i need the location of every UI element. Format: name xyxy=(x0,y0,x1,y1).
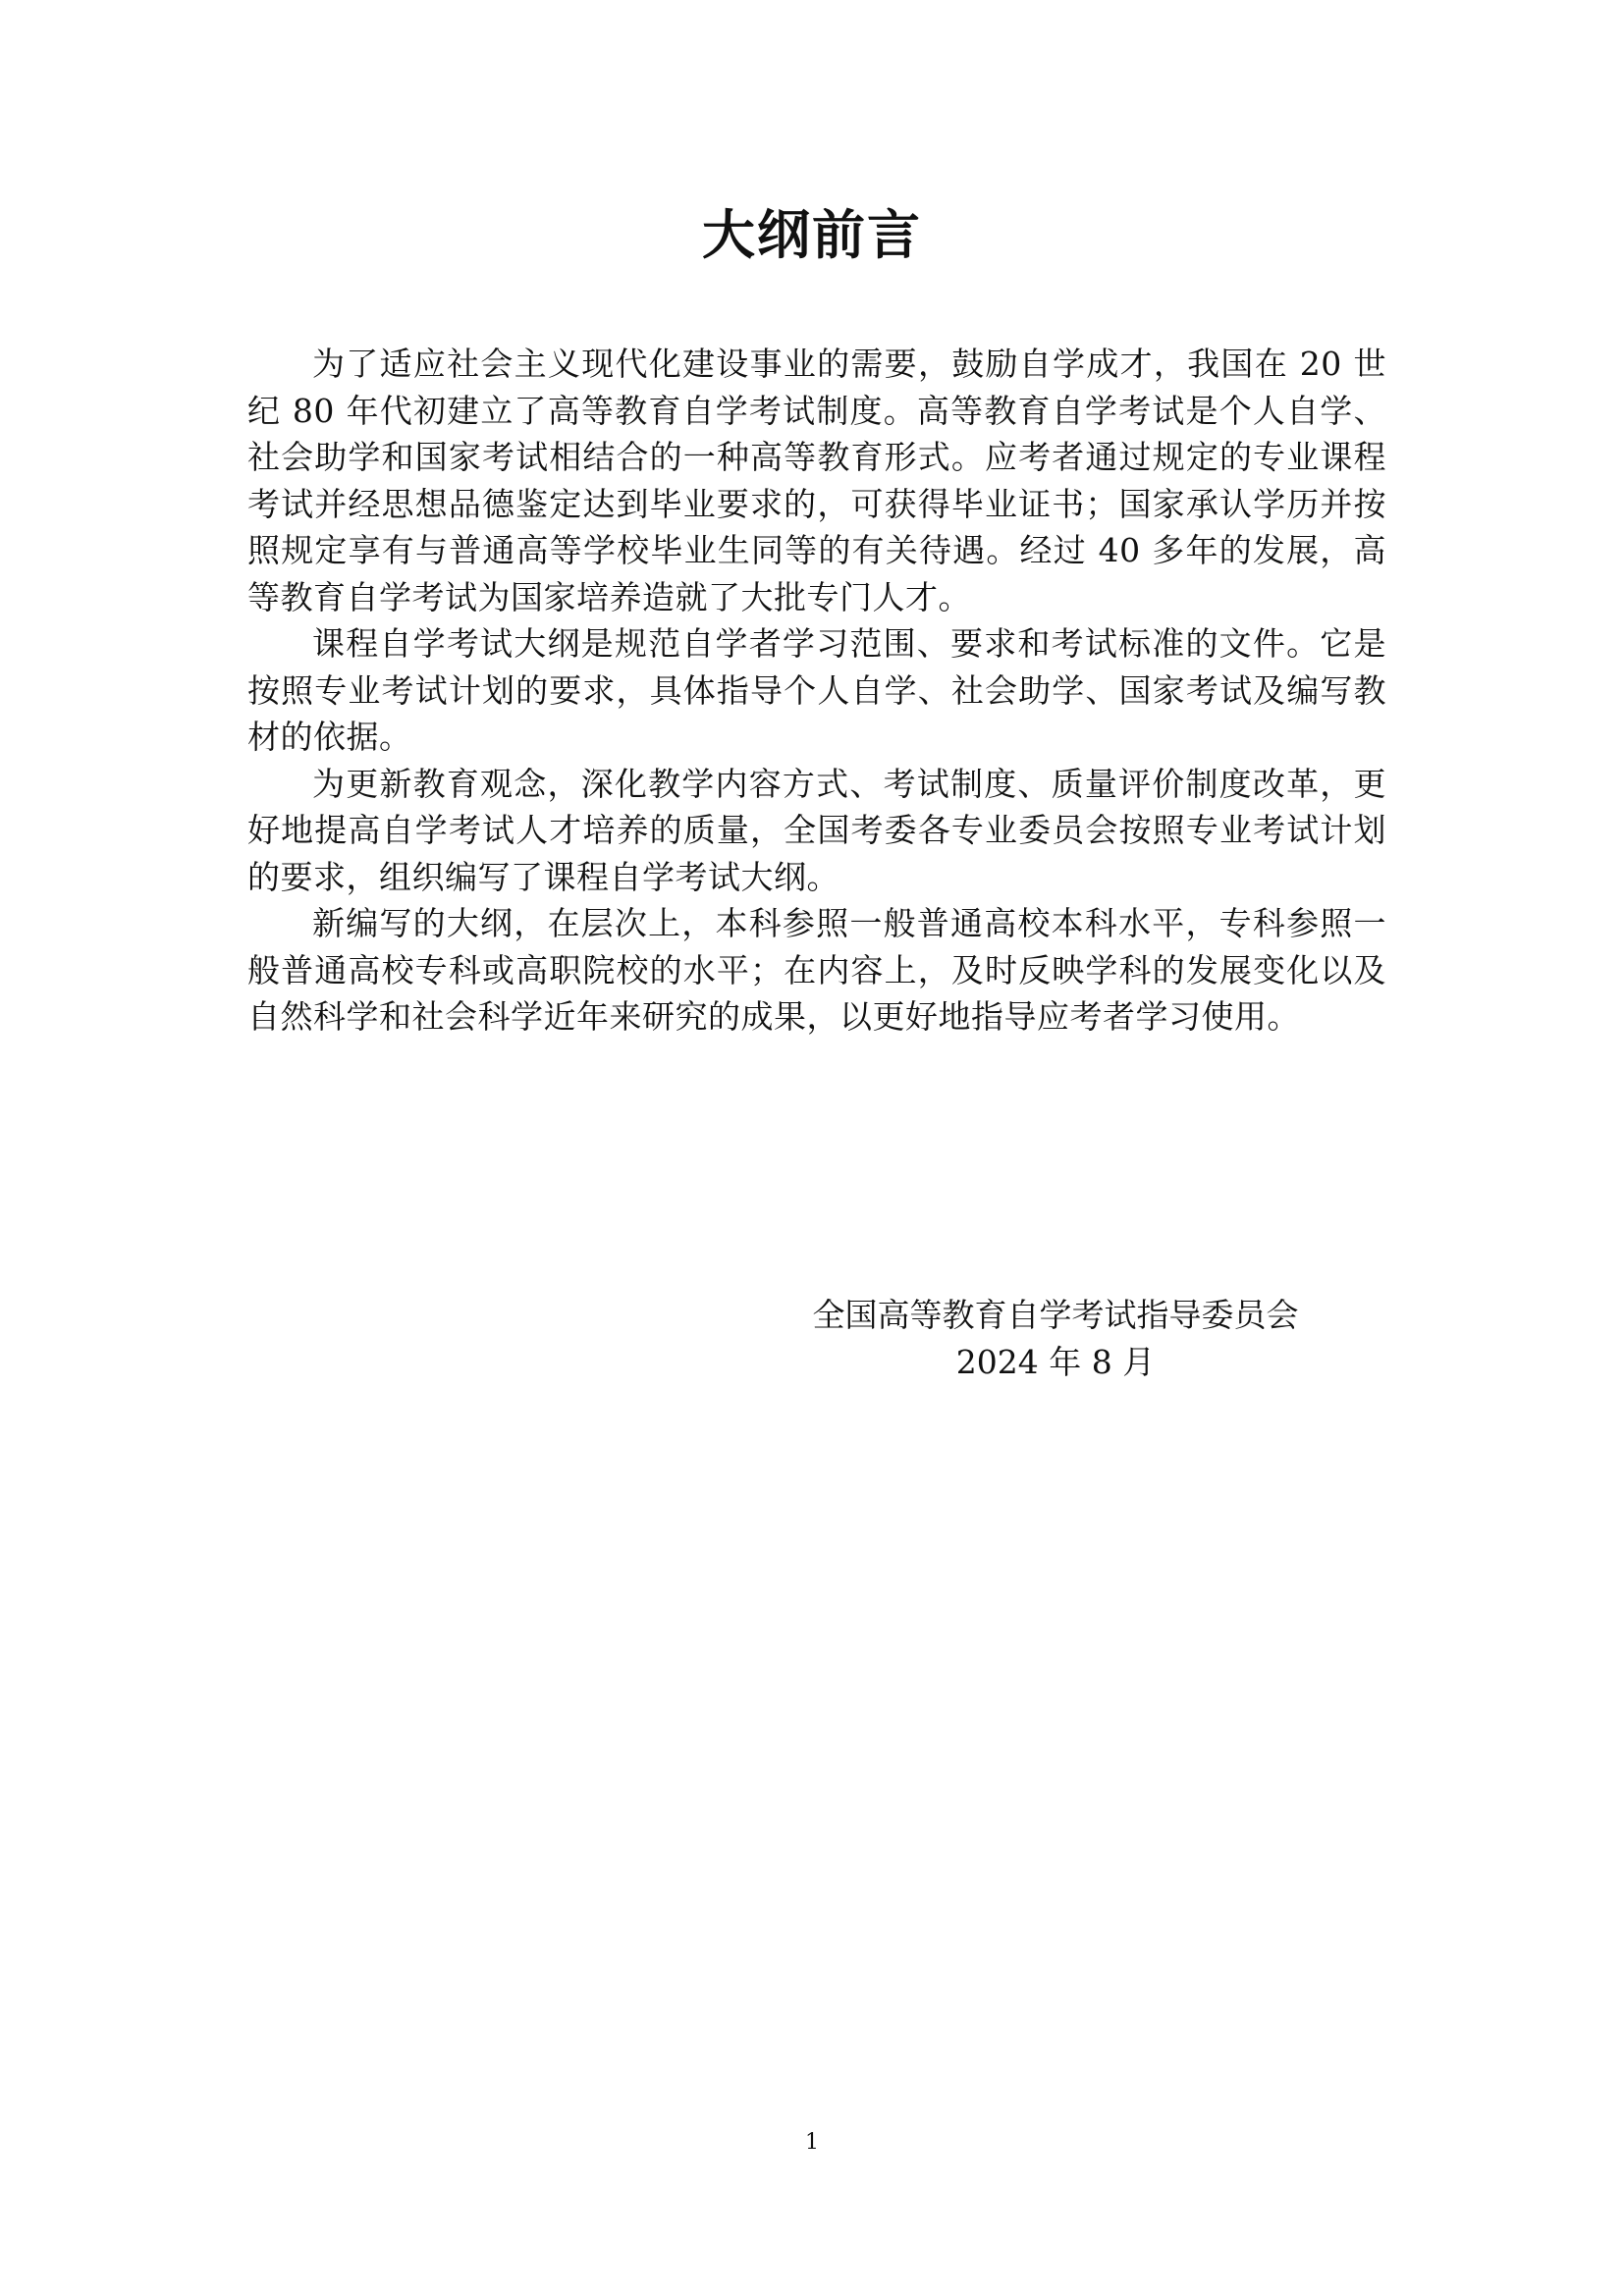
page-title: 大纲前言 xyxy=(702,204,922,266)
paragraph-1: 为了适应社会主义现代化建设事业的需要，鼓励自学成才，我国在 20 世纪 80 年代初建立了高等教育自学考试制度。高等教育自学考试是个人自学、社会助学和国家考试相结合的一种高等教育形式。应考者通过规定的专业课程考试并经思想品德鉴定达到毕业要求的，可获得毕业证书；国家承认学历并按照规定享有与普通高等学校毕业生同等的有关待遇。经过 40 多年的发展，高等教育自学考试为国家培养造就了大批专门人才。 xyxy=(247,345,1386,616)
paragraph-2: 课程自学考试大纲是规范自学者学习范围、要求和考试标准的文件。它是按照专业考试计划的要求，具体指导个人自学、社会助学、国家考试及编写教材的依据。 xyxy=(247,624,1386,756)
paragraph-4: 新编写的大纲，在层次上，本科参照一般普通高校本科水平，专科参照一般普通高校专科或高职院校的水平；在内容上，及时反映学科的发展变化以及自然科学和社会科学近年来研究的成果，以更好地指导应考者学习使用。 xyxy=(247,904,1386,1036)
paragraph-3: 为更新教育观念，深化教学内容方式、考试制度、质量评价制度改革，更好地提高自学考试人才培养的质量，全国考委各专业委员会按照专业考试计划的要求，组织编写了课程自学考试大纲。 xyxy=(247,764,1386,896)
page-number: 1 xyxy=(805,2130,819,2155)
signature-block xyxy=(766,1292,1345,1385)
signature-date: 2024 年 8 月 xyxy=(955,1342,1156,1381)
body-text xyxy=(247,341,1386,1041)
signature-organization: 全国高等教育自学考试指导委员会 xyxy=(812,1296,1299,1334)
